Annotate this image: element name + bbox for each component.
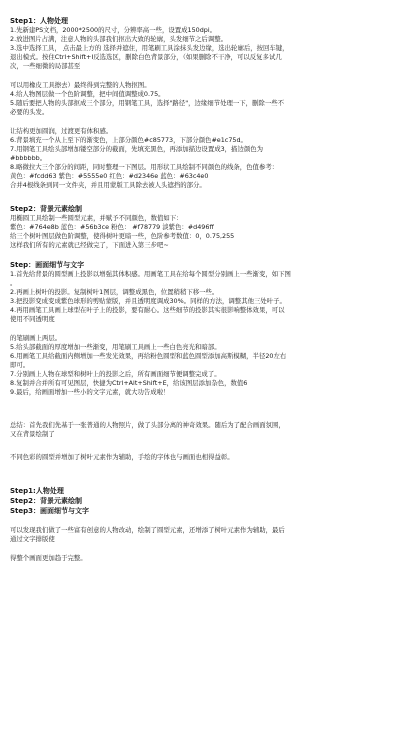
step3-line-6: 使用不同透明度 [10, 315, 55, 323]
step1-line-11: 6.背景填充一个从上至下的渐变色，上部分颜色#c85773，下部分颜色#e1c75d。 [10, 136, 247, 144]
step3-line-11: 7.分别画上人物在球型和树叶上的投影之后，所有画面细节便调整完成了。 [10, 370, 221, 378]
step1-line-2: 2.放进图片占满，注意人物的头部我们抠出大致的轮廓，头发细节之后调整。 [10, 35, 227, 43]
step3-line-8: 5.给头部截面的厚度增加一些渐变，用笔刷工具画上一些白色亮光和暗部。 [10, 343, 221, 351]
step3-line-5: 4.再用画笔工具画上球型在叶子上的投影，要有耐心。这些细节的投影其实很影响整体效果，可以 [10, 306, 285, 314]
step1-heading: Step1：人物处理 [10, 17, 69, 25]
step1-line-15: 黄色：#fcdd63 紫色：#5555e0 红色：#d2346e 蓝色：#63c4e0 [10, 172, 209, 180]
recap-line-2: 通过文字排版使 [10, 535, 55, 543]
step1-line-16: 合并4根线条到同一文件夹，并且用蒙版工具除去被人头遮挡的部分。 [10, 181, 206, 189]
recap-step1: Step1:人物处理 [10, 487, 64, 495]
step1-line-14: 8.略微拉大三个部分的间距，同时整理一下图层。用形状工具绘制不同颜色的线条，色值参考： [10, 163, 279, 171]
step1-line-13: #bbbbbb。 [10, 154, 47, 162]
summary-line-3: 不同色彩的圆型并增加了树叶元素作为辅助，手绘的字体也与画面也相得益彰。 [10, 453, 234, 461]
summary-line-2: 又在背景绘制了 [10, 430, 55, 438]
step2-line-1: 用椭圆工具绘制一些圆型元素，并赋予不同颜色，数值如下： [10, 214, 183, 222]
step3-line-13: 9.最后，给画面增加一些小的文字元素，就大功告成啦！ [10, 388, 170, 396]
step3-line-4: 3.把投影变成变成紫色球形的剪贴蒙版，并且透明度调成30%。同样的方法，调整其他三处叶子。 [10, 297, 286, 305]
summary-line-1: 总结：首先我们先基于一张普通的人物照片，做了头部分离的神奇效果。随后为了配合画面氛围， [10, 421, 285, 429]
step2-line-3: 给三个树叶图层做色阶调整，使得树叶更暗一些，色阶参考数值：0，0.75,255 [10, 232, 235, 240]
step1-line-3: 3.选中选择工具， 点击最上方的 选择并遮住，用笔刷工具涂抹头发边缘，选出轮廓后，按回车键， [10, 44, 289, 52]
step3-line-1: 1.首先给背景的圆型画上投影以增强其体积感。用画笔工具在给每个圆型分别画上一些渐变，如下图 [10, 270, 291, 278]
recap-step2: Step2：背景元素绘制 [10, 497, 83, 505]
step2-line-4: 这样我们所有的元素就已经做完了，下面进入第三步吧~ [10, 241, 169, 249]
step2-heading: Step2：背景元素绘制 [10, 205, 83, 213]
recap-line-1: 可以发现我们做了一些富有创意的人物改动，绘制了圆型元素，还增添了树叶元素作为辅助，最后 [10, 526, 285, 534]
step3-line-12: 8.复制并合并所有可见图层，快捷为Ctrl+Alt+Shift+E，给该图层添加杂色，数值6 [10, 379, 248, 387]
step3-line-7: 的笔刷画上两层。 [10, 334, 62, 342]
step1-line-4: 退出模式。按住Ctrl+Shift+I反选选区，删除白色背景部分，（如果删除不干净，可以反复多试几 [10, 53, 282, 61]
step1-line-7: 4.给人物图层做一个色阶调整，把中间值调整成0.75。 [10, 90, 165, 98]
step1-line-9: 必要的头发。 [10, 108, 49, 116]
step3-line-10: 即可。 [10, 361, 30, 369]
step1-line-10: 让结构更加圆润，过渡更有体积感。 [10, 127, 113, 135]
recap-line-3: 得整个画面更加趋于完整。 [10, 554, 87, 562]
step3-line-2: 。 [10, 279, 17, 287]
step1-line-5: 次，一些细微的局部甚至 [10, 62, 81, 70]
step2-line-2: 紫色：#764e8b 蓝色：#56b3ce 粉色： #f78779 淡紫色：#d496ff [10, 223, 214, 231]
step1-line-8: 5.随后要把人物的头部抠成三个部分，用钢笔工具，选择"路径"，边缘细节处理一下，删除一些不 [10, 99, 284, 107]
step1-line-1: 1.先新建PS文档，2000*2500的尺寸，分辨率高一些，设置成150dpi。 [10, 26, 217, 34]
step1-line-12: 7.用钢笔工具绘头部增加镂空部分的截面，先填充黑色，再添加描边设置成3，描边颜色为 [10, 145, 264, 153]
recap-step3: Step3：画面细节与文字 [10, 507, 90, 515]
step1-line-6: 可以用橡皮工具擦去）最终得到完整的人物抠图。 [10, 81, 151, 89]
step3-heading: Step：画面细节与文字 [10, 261, 85, 269]
step3-line-9: 6.用画笔工具给截面内侧增加一些发光效果，再给粉色圆型和蓝色圆型添加高斯模糊，半径20左右 [10, 352, 287, 360]
step3-line-3: 2.再画上树叶的投影。复制树叶1图层，调整成黑色，位置稍稍下移一些。 [10, 288, 219, 296]
